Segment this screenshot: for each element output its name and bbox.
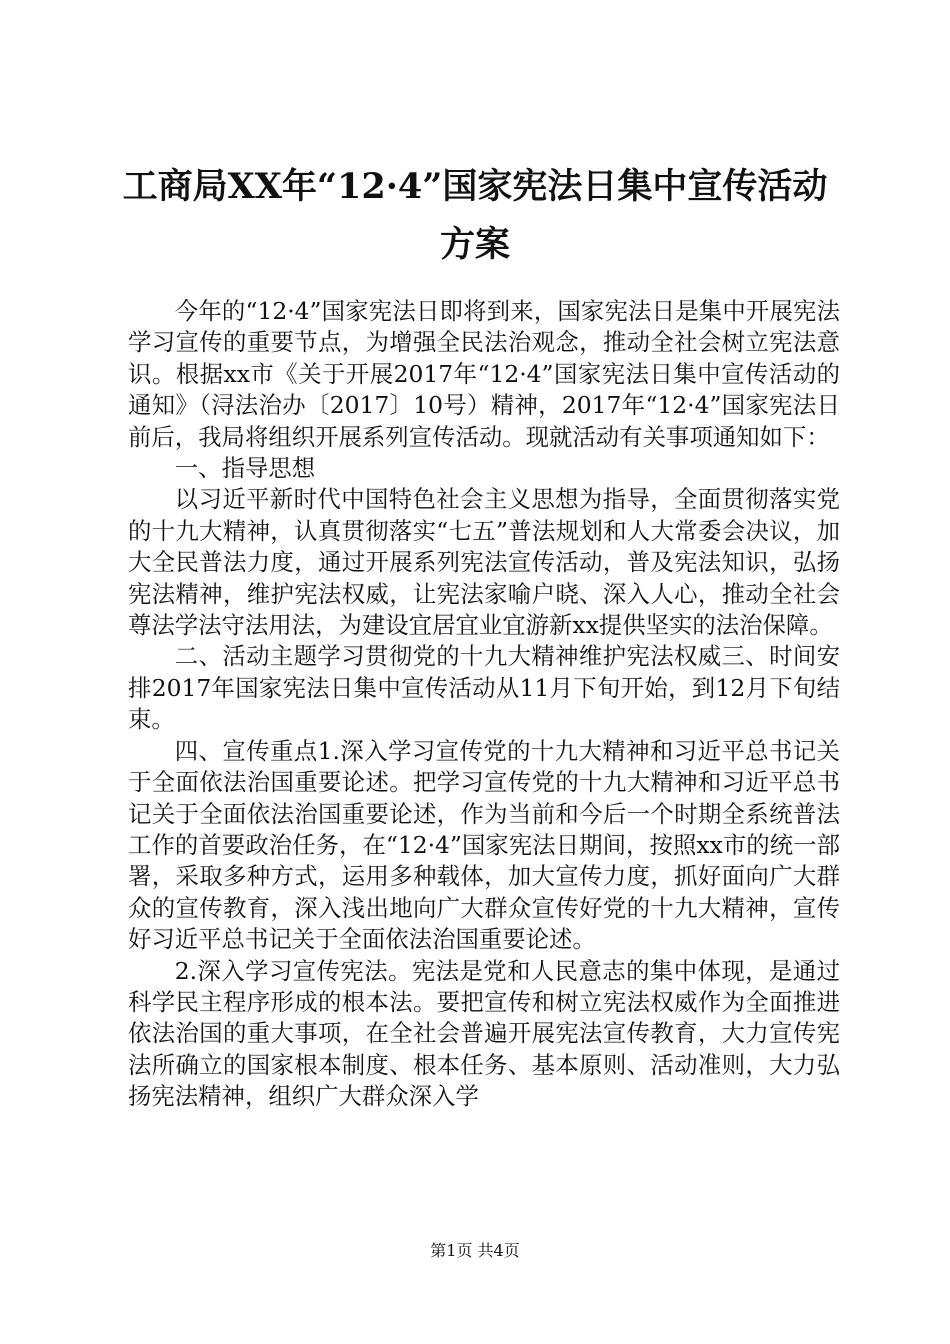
paragraph-publicity-focus-2: 2.深入学习宣传宪法。宪法是党和人民意志的集中体现，是通过科学民主程序形成的根本法。要把宣传和树立宪法权威作为全面推进依法治国的重大事项，在全社会普遍开展宪法宣传教育，大力宣传宪法所确立的国家根本制度、根本任务、基本原则、活动准则，大力弘扬宪法精神，组织广大群众深入学 (128, 956, 840, 1111)
document-body (128, 296, 840, 1113)
paragraph-theme-and-schedule: 二、活动主题学习贯彻党的十九大精神维护宪法权威三、时间安排2017年国家宪法日集中宣传活动从11月下旬开始，到12月下旬结束。 (128, 642, 840, 734)
document-title: 工商局XX年“12·4”国家宪法日集中宣传活动方案 (122, 166, 828, 265)
page-footer: 第1页 共4页 (430, 1241, 520, 1260)
paragraph-intro: 今年的“12·4”国家宪法日即将到来，国家宪法日是集中开展宪法学习宣传的重要节点，为增强全民法治观念，推动全社会树立宪法意识。根据xx市《关于开展2017年“12·4”国家宪法日集中宣传活动的通知》（浔法治办〔2017〕10号）精神，2017年“12·4”国家宪法日前后，我局将组织开展系列宣传活动。现就活动有关事项通知如下： (128, 297, 840, 451)
paragraph-guiding-ideology: 以习近平新时代中国特色社会主义思想为指导，全面贯彻落实党的十九大精神，认真贯彻落实“七五”普法规划和人大常委会决议，加大全民普法力度，通过开展系列宪法宣传活动，普及宪法知识，弘扬宪法精神，维护宪法权威，让宪法家喻户晓、深入人心，推动全社会尊法学法守法用法，为建设宜居宜业宜游新xx提供坚实的法治保障。 (128, 485, 840, 640)
paragraph-publicity-focus-1: 四、宣传重点1.深入学习宣传党的十九大精神和习近平总书记关于全面依法治国重要论述。把学习宣传党的十九大精神和习近平总书记关于全面依法治国重要论述，作为当前和今后一个时期全系统普法工作的首要政治任务，在“12·4”国家宪法日期间，按照xx市的统一部署，采取多种方式，运用多种载体，加大宣传力度，抓好面向广大群众的宣传教育，深入浅出地向广大群众宣传好党的十九大精神，宣传好习近平总书记关于全面依法治国重要论述。 (128, 736, 840, 954)
section-heading-guiding-ideology: 一、指导思想 (174, 454, 316, 483)
